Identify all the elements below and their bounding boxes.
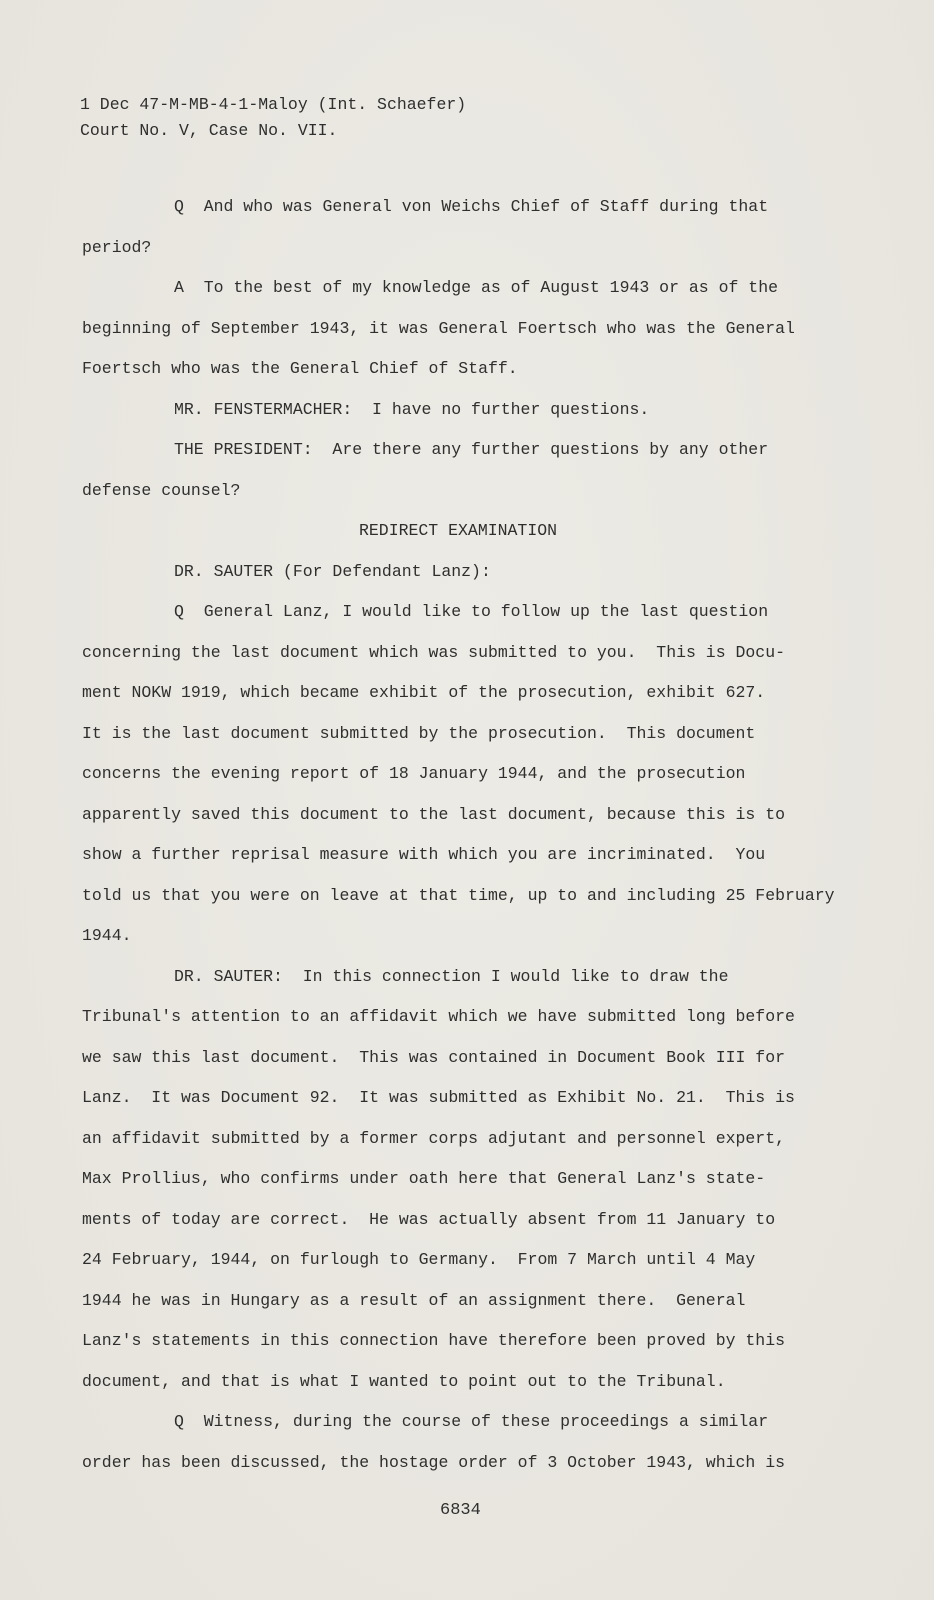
section-heading: REDIRECT EXAMINATION <box>359 521 558 540</box>
transcript-line: told us that you were on leave at that time, up to and including 25 February <box>82 885 835 905</box>
transcript-line: 1944. <box>82 926 132 945</box>
transcript-line: period? <box>82 237 152 257</box>
transcript-line: ments of today are correct. He was actually absent from 11 January to <box>82 1209 776 1229</box>
document-header <box>80 92 466 144</box>
transcript-line: DR. SAUTER (For Defendant Lanz): <box>174 561 491 581</box>
transcript-line: THE PRESIDENT: Are there any further questions by any other <box>174 440 769 459</box>
transcript-body <box>82 187 902 1483</box>
transcript-line: order has been discussed, the hostage order of 3 October 1943, which is <box>82 1452 786 1472</box>
page-number: 6834 <box>440 1501 481 1520</box>
header-session-line: 1 Dec 47-M-MB-4-1-Maloy (Int. Schaefer) <box>80 95 467 114</box>
transcript-line: MR. FENSTERMACHER: I have no further questions. <box>174 399 650 419</box>
transcript-line: ment NOKW 1919, which became exhibit of the prosecution, exhibit 627. <box>82 683 766 702</box>
transcript-line: Q Witness, during the course of these proceedings a similar <box>174 1412 769 1431</box>
transcript-line: Q General Lanz, I would like to follow up the last question <box>174 602 769 621</box>
transcript-line: defense counsel? <box>82 480 241 500</box>
header-court-line: Court No. V, Case No. VII. <box>80 121 338 140</box>
transcript-line: Q And who was General von Weichs Chief of Staff during that <box>174 197 769 216</box>
transcript-line: A To the best of my knowledge as of August 1943 or as of the <box>174 278 778 297</box>
transcript-line: an affidavit submitted by a former corps adjutant and personnel expert, <box>82 1128 786 1148</box>
transcript-line: Tribunal's attention to an affidavit which we have submitted long before <box>82 1007 795 1026</box>
transcript-line: It is the last document submitted by the prosecution. This document <box>82 723 756 743</box>
transcript-line: Foertsch who was the General Chief of Staff. <box>82 359 518 378</box>
transcript-line: 24 February, 1944, on furlough to Germany. From 7 March until 4 May <box>82 1250 756 1269</box>
transcript-line: concerning the last document which was submitted to you. This is Docu- <box>82 642 786 662</box>
transcript-line: apparently saved this document to the last document, because this is to <box>82 804 786 824</box>
transcript-line: DR. SAUTER: In this connection I would like to draw the <box>174 966 729 986</box>
transcript-line: beginning of September 1943, it was General Foertsch who was the General <box>82 318 795 338</box>
transcript-line: show a further reprisal measure with which you are incriminated. You <box>82 845 766 864</box>
transcript-line: Max Prollius, who confirms under oath here that General Lanz's state- <box>82 1169 766 1188</box>
transcript-line: we saw this last document. This was contained in Document Book III for <box>82 1047 786 1067</box>
transcript-line: document, and that is what I wanted to point out to the Tribunal. <box>82 1371 726 1391</box>
transcript-line: concerns the evening report of 18 January 1944, and the prosecution <box>82 764 746 783</box>
transcript-line: Lanz. It was Document 92. It was submitted as Exhibit No. 21. This is <box>82 1088 795 1107</box>
transcript-line: 1944 he was in Hungary as a result of an assignment there. General <box>82 1290 746 1310</box>
transcript-line: Lanz's statements in this connection have therefore been proved by this <box>82 1331 786 1350</box>
